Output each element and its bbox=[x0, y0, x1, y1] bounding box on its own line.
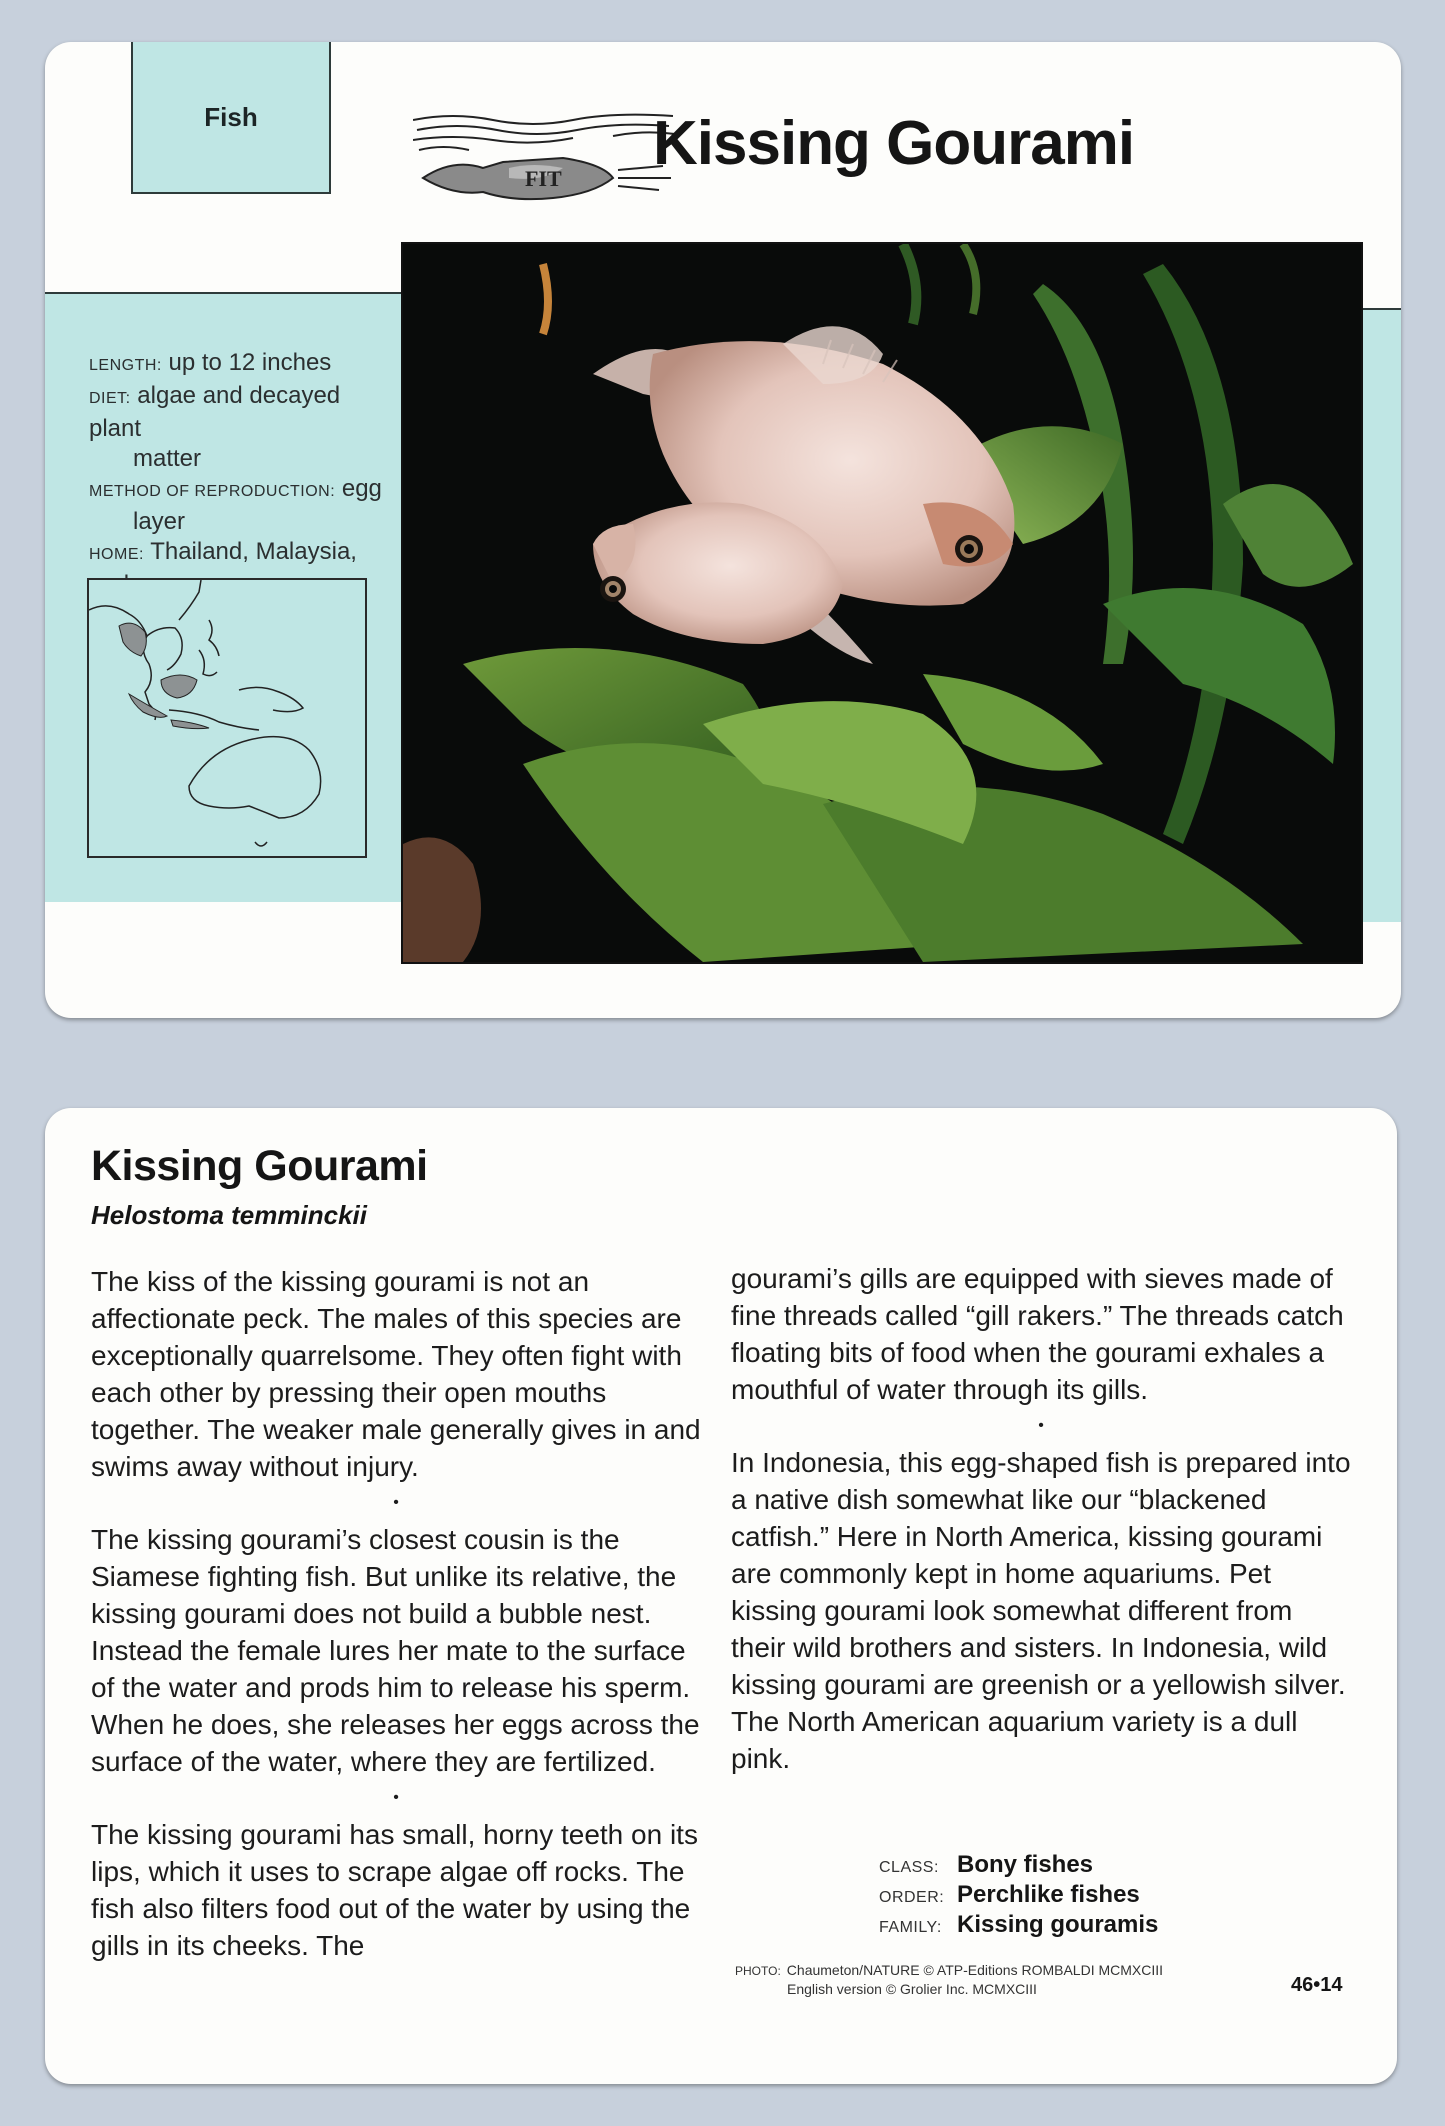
taxonomy-order: ORDER: Perchlike fishes bbox=[879, 1881, 1140, 1908]
bullet-separator: • bbox=[393, 1494, 399, 1511]
taxonomy-block bbox=[879, 1851, 1158, 1941]
fish-photo bbox=[401, 242, 1363, 964]
card-title: Kissing Gourami bbox=[653, 109, 1135, 178]
bullet-separator: • bbox=[393, 1789, 399, 1806]
fact-reproduction: METHOD OF REPRODUCTION: egg layer bbox=[89, 475, 382, 535]
category-label: Fish bbox=[204, 101, 258, 132]
side-strip bbox=[1363, 308, 1401, 922]
text-column-left bbox=[91, 1263, 701, 1964]
kissing-gourami-photo-illustration bbox=[403, 244, 1361, 962]
taxonomy-family: FAMILY: Kissing gouramis bbox=[879, 1911, 1159, 1938]
front-card bbox=[45, 42, 1401, 1018]
fish-in-water-icon bbox=[413, 108, 683, 204]
fact-length: LENGTH: up to 12 inches bbox=[89, 349, 332, 376]
paragraph: The kiss of the kissing gourami is not an affectionate peck. The males of this species are exceptionally quarrelsome. They often fight with each other by pressing their open mouths together. The weaker male generally gives in and swims away without injury. bbox=[91, 1266, 701, 1482]
photo-credits: PHOTO: Chaumeton/NATURE © ATP-Editions ROMBALDI MCMXCIII English version © Grolier Inc. MCMXCIII bbox=[735, 1962, 1164, 1997]
back-card bbox=[45, 1108, 1397, 2084]
range-map bbox=[87, 578, 367, 858]
paragraph: gourami’s gills are equipped with sieves made of fine threads called “gill rakers.” The threads catch floating bits of food when the gourami exhales a mouthful of water through its gills. bbox=[731, 1263, 1344, 1405]
fact-home: HOME: Thailand, Malaysia, bbox=[89, 538, 357, 565]
paragraph: In Indonesia, this egg-shaped fish is prepared into a native dish somewhat like our “blackened catfish.” Here in North America, kissing gourami are commonly kept in home aquariums. Pet kissing gourami look somewhat different from their wild brothers and sisters. In Indonesia, wild kissing gourami are greenish or a yellowish silver. The North American aquarium variety is a dull pink. bbox=[731, 1447, 1351, 1774]
category-box bbox=[131, 42, 331, 194]
card-number: 46•14 bbox=[1291, 1974, 1343, 1996]
scientific-name: Helostoma temminckii bbox=[91, 1200, 367, 1230]
southeast-asia-map-icon bbox=[89, 580, 365, 856]
paragraph: The kissing gourami’s closest cousin is the Siamese fighting fish. But unlike its relative, the kissing gourami does not build a bubble nest. Instead the female lures her mate to the surface of the water and prods him to release his sperm. When he does, she releases her eggs across the surface of the water, where they are fertilized. bbox=[91, 1524, 700, 1777]
text-column-right bbox=[731, 1260, 1351, 1777]
fact-diet: DIET: algae and decayed plant matter bbox=[89, 382, 341, 472]
back-title: Kissing Gourami bbox=[91, 1142, 428, 1190]
svg-text:FIT: FIT bbox=[525, 166, 562, 191]
taxonomy-class: CLASS: Bony fishes bbox=[879, 1851, 1094, 1878]
paragraph: The kissing gourami has small, horny teeth on its lips, which it uses to scrape algae off rocks. The fish also filters food out of the water by using the gills in its cheeks. The bbox=[91, 1819, 698, 1961]
bullet-separator: • bbox=[1038, 1417, 1044, 1434]
